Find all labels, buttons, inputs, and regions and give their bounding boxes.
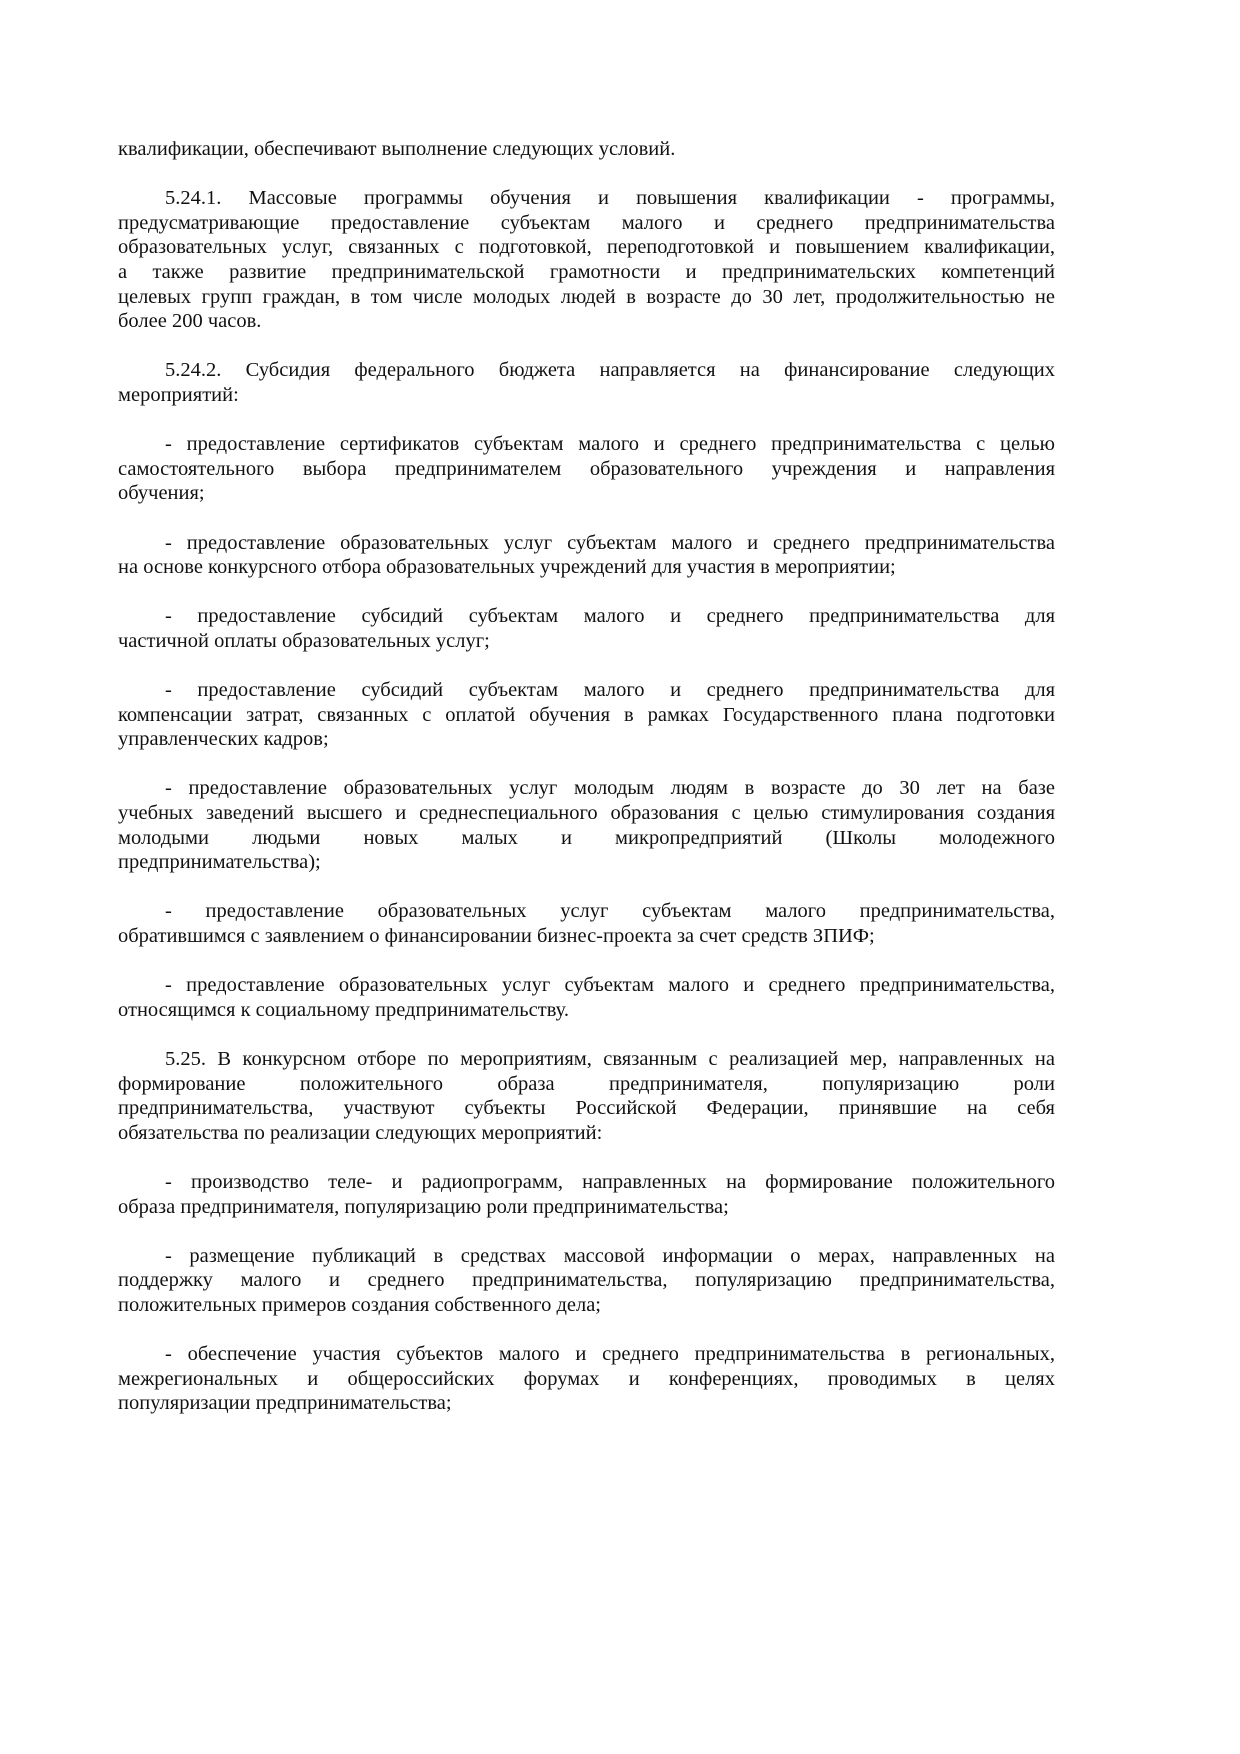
text-line: положительных примеров создания собственного дела; <box>118 1293 601 1316</box>
text-line: а также развитие предпринимательской грамотности и предпринимательских компетенций <box>118 260 1055 283</box>
text-line: учебных заведений высшего и среднеспециального образования с целью стимулирования создания <box>118 802 1055 825</box>
document-page <box>118 137 1055 1440</box>
text-line: образовательных услуг, связанных с подготовкой, переподготовкой и повышением квалификации, <box>118 236 1055 259</box>
text-line: частичной оплаты образовательных услуг; <box>118 629 490 652</box>
text-line: относящимся к социальному предпринимательству. <box>118 998 569 1021</box>
text-line: - предоставление образовательных услуг молодым людям в возрасте до 30 лет на базе <box>165 777 1055 800</box>
text-line: целевых групп граждан, в том числе молодых людей в возрасте до 30 лет, продолжительностью не <box>118 285 1055 308</box>
text-line: - размещение публикаций в средствах массовой информации о мерах, направленных на <box>165 1244 1055 1267</box>
paragraph <box>118 973 1055 1022</box>
text-line: обратившимся с заявлением о финансировании бизнес-проекта за счет средств ЗПИФ; <box>118 925 875 947</box>
text-line: предпринимательства, участвуют субъекты Российской Федерации, принявшие на себя <box>118 1097 1055 1120</box>
paragraph <box>118 186 1055 334</box>
text-line: 5.25. В конкурсном отборе по мероприятиям, связанным с реализацией мер, направленных на <box>165 1047 1055 1070</box>
text-line: формирование положительного образа предпринимателя, популяризацию роли <box>118 1072 1055 1095</box>
text-line: образа предпринимателя, популяризацию роли предпринимательства; <box>118 1195 729 1218</box>
text-line: - обеспечение участия субъектов малого и среднего предпринимательства в региональных, <box>165 1343 1055 1366</box>
text-line: более 200 часов. <box>118 310 262 333</box>
text-line: 5.24.1. Массовые программы обучения и повышения квалификации - программы, <box>165 187 1055 210</box>
text-line: межрегиональных и общероссийских форумах и конференциях, проводимых в целях <box>118 1367 1055 1390</box>
text-line: - предоставление сертификатов субъектам малого и среднего предпринимательства с целью <box>165 433 1055 456</box>
text-line: молодыми людьми новых малых и микропредприятий (Школы молодежного <box>118 826 1055 849</box>
text-line: - предоставление субсидий субъектам малого и среднего предпринимательства для <box>165 679 1055 702</box>
text-line: - предоставление образовательных услуг субъектам малого и среднего предпринимательства, <box>165 974 1055 997</box>
paragraph <box>118 1342 1055 1416</box>
text-line: - производство теле- и радиопрограмм, направленных на формирование положительного <box>165 1170 1055 1193</box>
paragraph <box>118 1170 1055 1219</box>
paragraph <box>118 1244 1055 1318</box>
paragraph <box>118 899 1055 948</box>
paragraph <box>118 678 1055 752</box>
text-line: самостоятельного выбора предпринимателем образовательного учреждения и направления <box>118 457 1055 480</box>
text-line: обязательства по реализации следующих мероприятий: <box>118 1121 603 1144</box>
paragraph <box>118 531 1055 580</box>
text-line: компенсации затрат, связанных с оплатой обучения в рамках Государственного плана подготовки <box>118 703 1055 726</box>
text-line: - предоставление образовательных услуг субъектам малого и среднего предпринимательства <box>165 531 1055 554</box>
text-line: поддержку малого и среднего предпринимательства, популяризацию предпринимательства, <box>118 1269 1055 1292</box>
text-line: - предоставление образовательных услуг субъектам малого предпринимательства, <box>165 900 1055 923</box>
text-line: предусматривающие предоставление субъектам малого и среднего предпринимательства <box>118 211 1055 234</box>
text-line: 5.24.2. Субсидия федерального бюджета направляется на финансирование следующих <box>165 359 1055 382</box>
text-line: управленческих кадров; <box>118 728 329 751</box>
text-line: обучения; <box>118 482 205 505</box>
paragraph <box>118 776 1055 874</box>
paragraph <box>118 604 1055 653</box>
paragraph <box>118 432 1055 506</box>
text-line: предпринимательства); <box>118 851 321 874</box>
paragraph <box>118 137 1055 162</box>
text-line: популяризации предпринимательства; <box>118 1392 452 1415</box>
paragraph <box>118 1047 1055 1145</box>
text-line: на основе конкурсного отбора образовательных учреждений для участия в мероприятии; <box>118 556 896 579</box>
text-line: - предоставление субсидий субъектам малого и среднего предпринимательства для <box>165 605 1055 628</box>
text-line: мероприятий: <box>118 383 239 406</box>
text-line: квалификации, обеспечивают выполнение следующих условий. <box>118 138 676 160</box>
paragraph <box>118 358 1055 407</box>
